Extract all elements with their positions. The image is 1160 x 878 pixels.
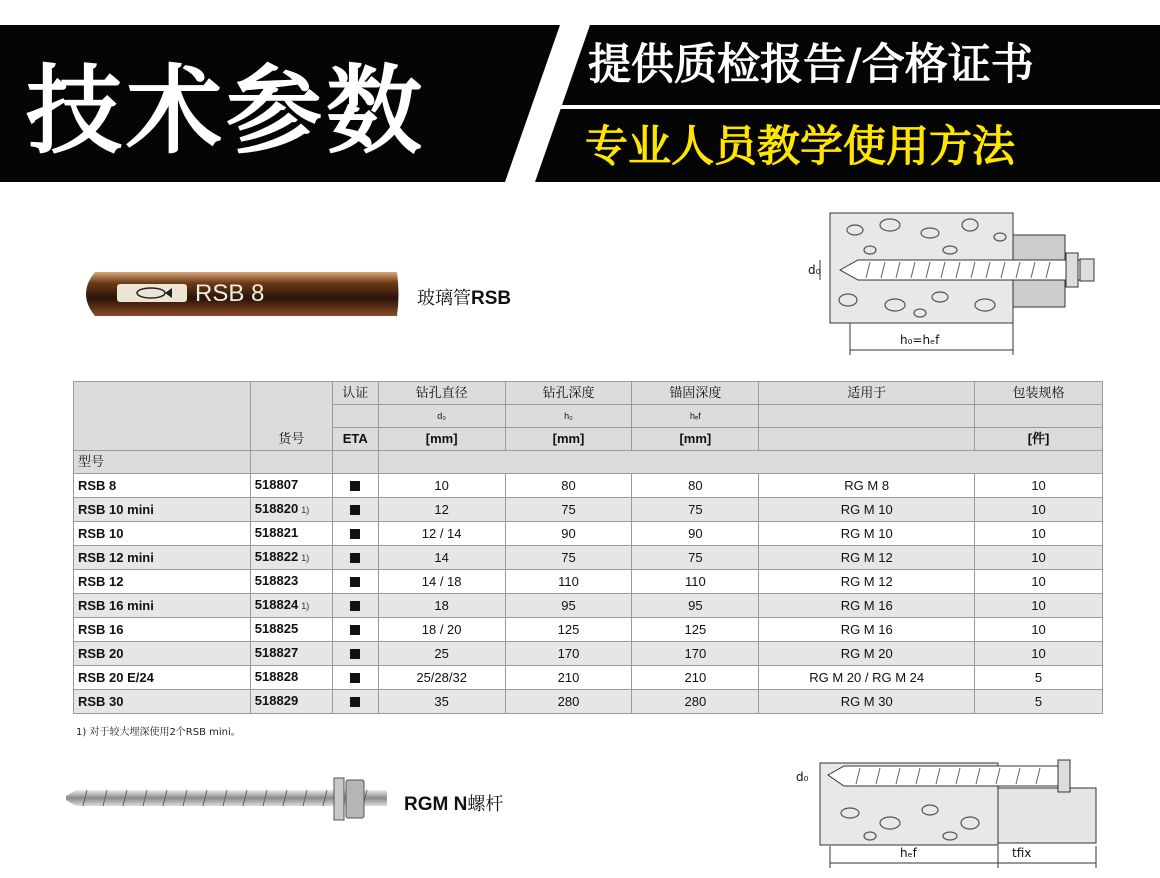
- cell-drill-dia: [378, 642, 505, 666]
- sym-d0: d₀: [378, 405, 505, 428]
- bottom-tfix-label: tfix: [1012, 846, 1032, 860]
- anchor-diagram-bottom: [790, 758, 1100, 877]
- cell-applies-text: RG M 16: [840, 621, 893, 637]
- cell-drill-depth: [505, 690, 632, 714]
- cell-model: [74, 690, 251, 714]
- cell-package: [975, 522, 1103, 546]
- cell-art-no-text: 518824: [254, 597, 299, 612]
- cell-drill-depth-text: 125: [557, 621, 580, 637]
- eta-mark-icon: [350, 625, 360, 635]
- table-row: [74, 570, 1103, 594]
- cell-drill-dia: [378, 522, 505, 546]
- sym-h0: h₀: [505, 405, 632, 428]
- cell-eta: [332, 546, 378, 570]
- cell-package-text: 10: [1031, 573, 1046, 589]
- cell-anchor-depth-text: 210: [684, 669, 707, 685]
- cell-drill-depth: [505, 498, 632, 522]
- cell-drill-depth-text: 80: [561, 477, 576, 493]
- cell-drill-dia: [378, 666, 505, 690]
- cell-model: [74, 642, 251, 666]
- cell-anchor-depth: [632, 474, 759, 498]
- cell-art-no: [250, 618, 332, 642]
- cell-package: [975, 474, 1103, 498]
- cell-drill-depth: [505, 618, 632, 642]
- table-row: [74, 618, 1103, 642]
- col-art-no: 货号: [250, 382, 332, 451]
- cell-applies-text: RG M 20: [840, 645, 893, 661]
- cell-art-no: [250, 498, 332, 522]
- cell-drill-depth-text: 75: [561, 501, 576, 517]
- glass-capsule-image: [77, 270, 400, 318]
- cell-drill-depth: [505, 570, 632, 594]
- cell-art-no: [250, 690, 332, 714]
- table-row: [74, 474, 1103, 498]
- cell-anchor-depth: [632, 498, 759, 522]
- footnote-ref: 1): [301, 553, 310, 563]
- cell-package: [975, 546, 1103, 570]
- cell-drill-depth: [505, 474, 632, 498]
- cell-art-no-text: 518807: [254, 477, 299, 492]
- cell-drill-dia: [378, 618, 505, 642]
- capsule-label-model: RSB: [471, 288, 512, 309]
- cell-anchor-depth-text: 75: [688, 549, 703, 565]
- cell-applies: [759, 642, 975, 666]
- table-row: [74, 498, 1103, 522]
- header-banner: [0, 25, 1160, 182]
- cell-art-no-text: 518825: [254, 621, 299, 636]
- cell-drill-dia-text: 14: [434, 549, 449, 565]
- cell-applies-text: RG M 12: [840, 573, 893, 589]
- cell-drill-depth: [505, 546, 632, 570]
- table-row: [74, 666, 1103, 690]
- table-row: [74, 546, 1103, 570]
- cell-art-no: [250, 546, 332, 570]
- cell-package-text: 10: [1031, 477, 1046, 493]
- cell-art-no-text: 518822: [254, 549, 299, 564]
- table-header-row: [74, 382, 1103, 405]
- cell-art-no: [250, 522, 332, 546]
- cell-drill-depth-text: 210: [557, 669, 580, 685]
- banner-teaching: 专业人员教学使用方法: [585, 122, 1015, 172]
- cell-package-text: 10: [1031, 597, 1046, 613]
- cell-anchor-depth-text: 280: [684, 693, 707, 709]
- cell-applies-text: RG M 8: [844, 477, 890, 493]
- cell-drill-dia: [378, 690, 505, 714]
- cell-anchor-depth-text: 170: [684, 645, 707, 661]
- cell-model-text: RSB 30: [78, 693, 124, 709]
- eta-mark-icon: [350, 673, 360, 683]
- top-d0-label: d₀: [808, 263, 821, 277]
- cell-applies: [759, 594, 975, 618]
- cell-eta: [332, 522, 378, 546]
- cell-art-no: [250, 666, 332, 690]
- cell-package: [975, 618, 1103, 642]
- cell-anchor-depth-text: 125: [684, 621, 707, 637]
- table-row: [74, 642, 1103, 666]
- cell-art-no-text: 518829: [254, 693, 299, 708]
- cell-applies: [759, 618, 975, 642]
- cell-applies: [759, 522, 975, 546]
- cell-eta: [332, 642, 378, 666]
- cell-package-text: 10: [1031, 621, 1046, 637]
- cell-anchor-depth: [632, 618, 759, 642]
- cell-applies: [759, 666, 975, 690]
- cell-model: [74, 474, 251, 498]
- cell-package: [975, 690, 1103, 714]
- cell-drill-dia: [378, 594, 505, 618]
- cell-anchor-depth-text: 90: [688, 525, 703, 541]
- cell-package-text: 5: [1034, 669, 1043, 685]
- unit-mm-h0: [mm]: [505, 428, 632, 451]
- cell-drill-depth: [505, 594, 632, 618]
- cell-model: [74, 522, 251, 546]
- cell-package-text: 10: [1031, 501, 1046, 517]
- cell-applies-text: RG M 30: [840, 693, 893, 709]
- cell-eta: [332, 618, 378, 642]
- cell-drill-dia-text: 25/28/32: [416, 669, 467, 685]
- unit-mm-d0: [mm]: [378, 428, 505, 451]
- anchor-diagram-top: [800, 205, 1110, 369]
- rod-label-cn: 螺杆: [467, 794, 504, 815]
- eta-mark-icon: [350, 577, 360, 587]
- cell-model-text: RSB 16 mini: [78, 597, 154, 613]
- top-h-label: h₀=hₑf: [900, 333, 940, 347]
- cell-eta: [332, 594, 378, 618]
- banner-quality-report: 提供质检报告/合格证书: [588, 40, 1034, 90]
- banner-title: 技术参数: [26, 54, 426, 167]
- cell-art-no: [250, 594, 332, 618]
- cell-anchor-depth: [632, 690, 759, 714]
- table-footnote: 1) 对于较大埋深使用2个RSB mini。: [76, 727, 241, 738]
- cell-package-text: 10: [1031, 525, 1046, 541]
- cell-package: [975, 642, 1103, 666]
- col-applies: 适用于: [759, 382, 975, 405]
- cell-anchor-depth: [632, 546, 759, 570]
- cell-anchor-depth: [632, 666, 759, 690]
- cell-drill-depth: [505, 666, 632, 690]
- unit-pcs: [件]: [975, 428, 1103, 451]
- eta-mark-icon: [350, 529, 360, 539]
- cell-applies-text: RG M 10: [840, 501, 893, 517]
- cell-art-no: [250, 642, 332, 666]
- col-cert: 认证: [332, 382, 378, 405]
- cell-anchor-depth-text: 110: [685, 573, 706, 589]
- bottom-hef-label: hₑf: [900, 846, 917, 860]
- cell-drill-dia-text: 12: [434, 501, 449, 517]
- cell-art-no: [250, 474, 332, 498]
- cell-eta: [332, 498, 378, 522]
- cell-applies-text: RG M 10: [840, 525, 893, 541]
- cell-package-text: 10: [1031, 645, 1046, 661]
- cell-applies: [759, 498, 975, 522]
- table-row: [74, 594, 1103, 618]
- table-row: [74, 690, 1103, 714]
- eta-mark-icon: [350, 649, 360, 659]
- cell-drill-dia-text: 10: [434, 477, 449, 493]
- cell-drill-dia-text: 18 / 20: [421, 621, 462, 637]
- cell-drill-dia-text: 35: [434, 693, 449, 709]
- cell-eta: [332, 474, 378, 498]
- cell-anchor-depth: [632, 570, 759, 594]
- cell-drill-dia: [378, 474, 505, 498]
- cell-applies: [759, 474, 975, 498]
- cell-model: [74, 594, 251, 618]
- cell-anchor-depth: [632, 594, 759, 618]
- cell-applies-text: RG M 16: [840, 597, 893, 613]
- footnote-ref: 1): [301, 505, 310, 515]
- cell-drill-depth: [505, 522, 632, 546]
- col-drill-dia: 钻孔直径: [378, 382, 505, 405]
- cell-applies-text: RG M 12: [840, 549, 893, 565]
- capsule-print: RSB 8: [195, 280, 265, 307]
- cell-drill-depth-text: 110: [558, 573, 579, 589]
- eta-mark-icon: [350, 697, 360, 707]
- cell-applies: [759, 570, 975, 594]
- cell-model-text: RSB 20 E/24: [78, 669, 154, 685]
- spec-table: [73, 381, 1103, 714]
- col-package: 包装规格: [975, 382, 1103, 405]
- cell-drill-dia-text: 18: [434, 597, 449, 613]
- cell-model: [74, 570, 251, 594]
- cell-drill-dia-text: 25: [434, 645, 449, 661]
- col-model: 型号: [74, 451, 251, 474]
- cell-anchor-depth: [632, 642, 759, 666]
- cell-drill-depth-text: 170: [557, 645, 580, 661]
- cell-anchor-depth: [632, 522, 759, 546]
- cell-model: [74, 618, 251, 642]
- cell-model-text: RSB 16: [78, 621, 124, 637]
- cell-drill-depth-text: 280: [557, 693, 580, 709]
- sym-hef: hₑf: [632, 405, 759, 428]
- cell-model-text: RSB 20: [78, 645, 124, 661]
- cell-model-text: RSB 8: [78, 477, 117, 493]
- cell-art-no: [250, 570, 332, 594]
- threaded-rod-image: [62, 770, 392, 834]
- eta-mark-icon: [350, 481, 360, 491]
- cell-package-text: 5: [1034, 693, 1043, 709]
- cell-model-text: RSB 12 mini: [78, 549, 154, 565]
- cell-model-text: RSB 10: [78, 525, 124, 541]
- cell-package: [975, 570, 1103, 594]
- cell-package-text: 10: [1031, 549, 1046, 565]
- cell-model: [74, 498, 251, 522]
- cell-art-no-text: 518828: [254, 669, 299, 684]
- cell-art-no-text: 518823: [254, 573, 299, 588]
- cell-drill-depth-text: 90: [561, 525, 576, 541]
- col-drill-depth: 钻孔深度: [505, 382, 632, 405]
- eta-mark-icon: [350, 505, 360, 515]
- cell-eta: [332, 570, 378, 594]
- unit-mm-hef: [mm]: [632, 428, 759, 451]
- cell-art-no-text: 518820: [254, 501, 299, 516]
- col-anchor-depth: 锚固深度: [632, 382, 759, 405]
- cell-anchor-depth-text: 75: [688, 501, 703, 517]
- cell-drill-depth: [505, 642, 632, 666]
- cell-model-text: RSB 10 mini: [78, 501, 154, 517]
- capsule-label-cn: 玻璃管: [417, 288, 471, 309]
- rod-label: [404, 790, 503, 816]
- eta-mark-icon: [350, 553, 360, 563]
- cell-eta: [332, 690, 378, 714]
- table-body: [74, 474, 1103, 714]
- capsule-label: [417, 284, 511, 310]
- cell-anchor-depth-text: 95: [688, 597, 703, 613]
- cell-eta: [332, 666, 378, 690]
- cell-applies: [759, 546, 975, 570]
- cell-drill-dia-text: 14 / 18: [421, 573, 462, 589]
- cell-package: [975, 594, 1103, 618]
- table-row: [74, 522, 1103, 546]
- cell-model-text: RSB 12: [78, 573, 124, 589]
- cell-drill-dia: [378, 546, 505, 570]
- cell-art-no-text: 518821: [254, 525, 299, 540]
- footnote-ref: 1): [301, 601, 310, 611]
- cell-drill-dia: [378, 498, 505, 522]
- cell-drill-dia-text: 12 / 14: [421, 525, 462, 541]
- cell-drill-dia: [378, 570, 505, 594]
- cell-applies: [759, 690, 975, 714]
- cell-applies-text: RG M 20 / RG M 24: [809, 669, 925, 685]
- cell-drill-depth-text: 75: [561, 549, 576, 565]
- cell-art-no-text: 518827: [254, 645, 299, 660]
- col-eta: ETA: [332, 428, 378, 451]
- cell-package: [975, 666, 1103, 690]
- eta-mark-icon: [350, 601, 360, 611]
- cell-anchor-depth-text: 80: [688, 477, 703, 493]
- cell-model: [74, 666, 251, 690]
- cell-package: [975, 498, 1103, 522]
- bottom-d0-label: d₀: [796, 770, 809, 784]
- cell-drill-depth-text: 95: [561, 597, 576, 613]
- cell-model: [74, 546, 251, 570]
- rod-label-model: RGM N: [404, 794, 468, 815]
